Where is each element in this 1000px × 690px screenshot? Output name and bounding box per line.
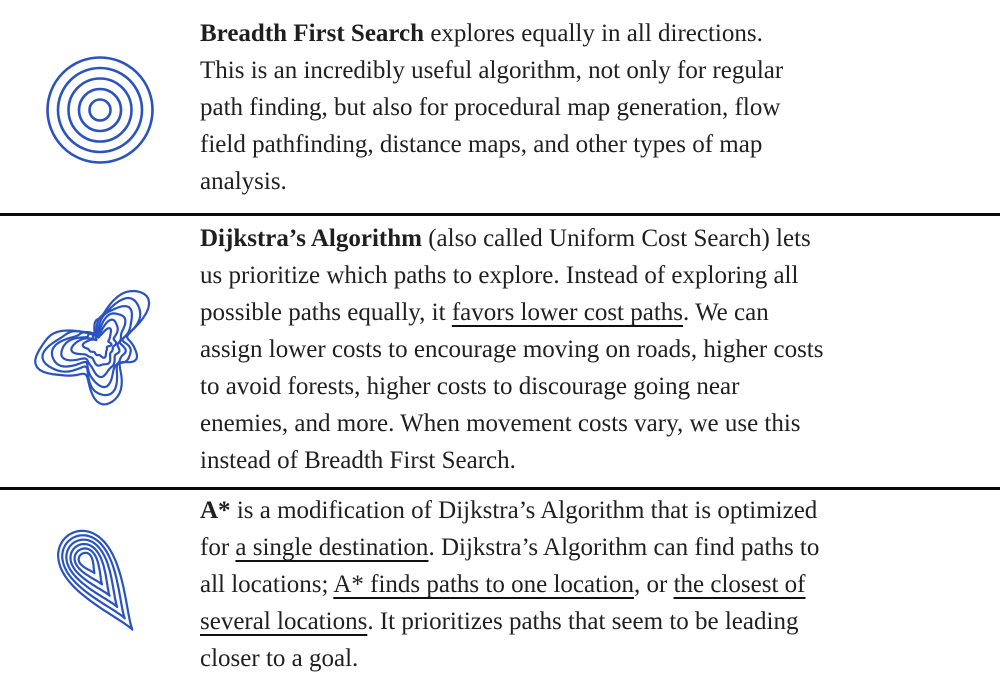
text-line (200, 442, 1000, 479)
text-line (200, 163, 1000, 200)
text-line (200, 257, 1000, 294)
emphasis-underline: favors lower cost paths (451, 299, 684, 326)
a-star-figure (0, 511, 200, 661)
text-segment: assign lower costs to encourage moving on roads, higher costs (200, 336, 824, 363)
text-line (200, 640, 1000, 677)
text-segment: analysis. (200, 168, 287, 195)
a-star-teardrop-illustration (35, 511, 165, 661)
emphasis-underline: A* finds paths to one location (333, 571, 634, 598)
text-line (200, 220, 1000, 257)
text-segment: possible paths equally, it (200, 299, 452, 326)
emphasis-underline: the closest of (673, 571, 806, 598)
text-segment: , or (633, 571, 674, 598)
text-segment: enemies, and more. When movement costs vary, we use this (200, 410, 801, 437)
text-line (200, 405, 1000, 442)
dijkstra-paragraph (200, 216, 1000, 479)
text-segment: is a modification of Dijkstra’s Algorithm that is optimized (230, 497, 818, 524)
text-segment: . It prioritizes paths that seem to be leading (367, 608, 799, 635)
text-segment: This is an incredibly useful algorithm, not only for regular (200, 57, 784, 84)
section-breadth-first-search (0, 0, 1000, 213)
text-segment: . We can (683, 299, 769, 326)
text-segment: closer to a goal. (200, 645, 359, 672)
text-line (200, 89, 1000, 126)
dijkstra-figure (0, 257, 200, 437)
text-line (200, 331, 1000, 368)
text-segment: . Dijkstra’s Algorithm can find paths to (428, 534, 820, 561)
text-line (200, 492, 1000, 529)
text-segment: field pathfinding, distance maps, and other types of map (200, 131, 763, 158)
text-segment: path finding, but also for procedural map generation, flow (200, 94, 781, 121)
breadth-first-search-figure (0, 44, 200, 176)
text-line (200, 294, 1000, 331)
a-star-paragraph (200, 490, 1000, 677)
section-a-star (0, 487, 1000, 690)
text-segment: explores equally in all directions. (424, 20, 763, 47)
text-segment: instead of Breadth First Search. (200, 447, 516, 474)
text-line (200, 529, 1000, 566)
term-bold: Dijkstra’s Algorithm (200, 225, 422, 252)
text-line (200, 15, 1000, 52)
dijkstra-contours-illustration (10, 257, 190, 437)
text-line (200, 126, 1000, 163)
term-bold: Breadth First Search (200, 20, 425, 47)
breadth-first-search-paragraph (200, 0, 1000, 200)
text-segment: (also called Uniform Cost Search) lets (421, 225, 811, 252)
section-dijkstra (0, 213, 1000, 487)
text-line (200, 368, 1000, 405)
term-bold: A* (200, 497, 231, 524)
text-segment: to avoid forests, higher costs to discourage going near (200, 373, 740, 400)
text-line (200, 603, 1000, 640)
text-line (200, 566, 1000, 603)
text-segment: for (200, 534, 236, 561)
emphasis-underline: a single destination (235, 534, 429, 561)
text-segment: all locations; (200, 571, 334, 598)
emphasis-underline: several locations (200, 608, 368, 635)
text-line (200, 52, 1000, 89)
bfs-rings-illustration (34, 44, 166, 176)
text-segment: us prioritize which paths to explore. Instead of exploring all (200, 262, 799, 289)
